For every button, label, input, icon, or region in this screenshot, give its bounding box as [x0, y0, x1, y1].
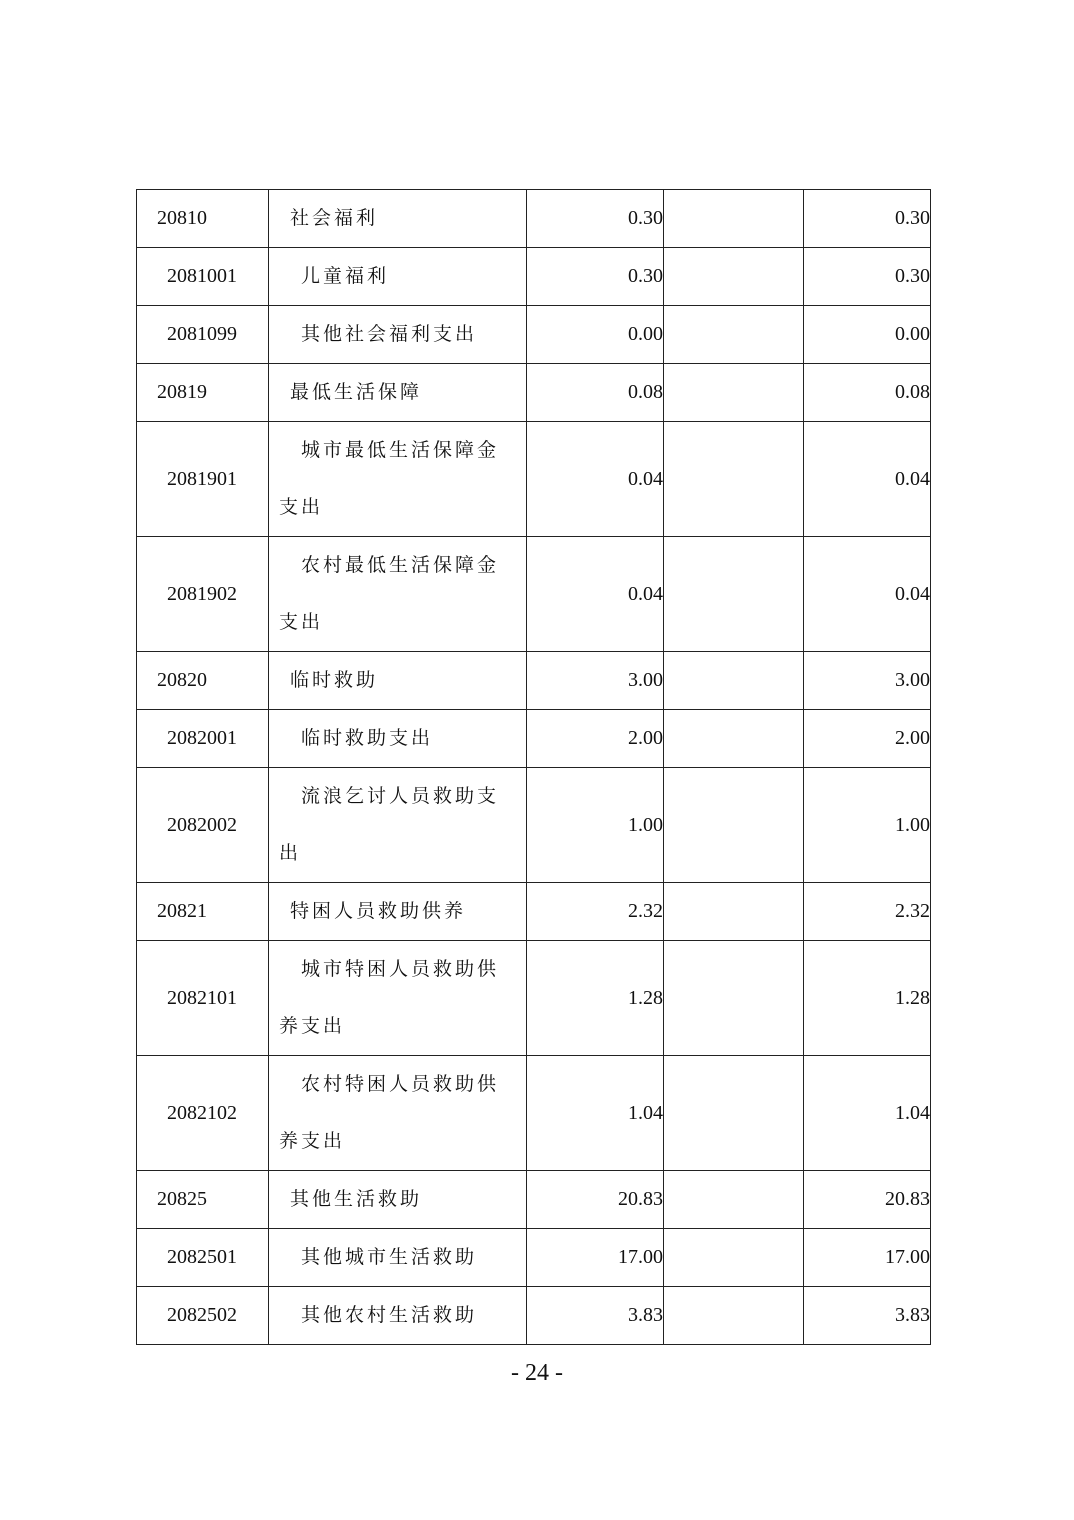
- amount-cell-2: [664, 652, 804, 710]
- amount-cell-2: [664, 883, 804, 941]
- account-code-cell: 2082002: [137, 768, 269, 883]
- amount-cell-3: 1.00: [804, 768, 931, 883]
- amount-cell-2: [664, 941, 804, 1056]
- item-name-cell: 农村特困人员救助供养支出: [269, 1056, 527, 1171]
- amount-cell-3: 1.28: [804, 941, 931, 1056]
- amount-cell-3: 1.04: [804, 1056, 931, 1171]
- amount-cell-3: 3.00: [804, 652, 931, 710]
- account-code-cell: 2081901: [137, 422, 269, 537]
- table-row: [137, 941, 931, 1056]
- table-row: [137, 248, 931, 306]
- account-code-cell: 2081099: [137, 306, 269, 364]
- account-code-cell: 20821: [137, 883, 269, 941]
- table-row: [137, 306, 931, 364]
- amount-cell-1: 17.00: [527, 1229, 664, 1287]
- account-code-cell: 2082101: [137, 941, 269, 1056]
- item-name-cell: 农村最低生活保障金支出: [269, 537, 527, 652]
- table-row: [137, 652, 931, 710]
- amount-cell-1: 0.30: [527, 190, 664, 248]
- amount-cell-2: [664, 422, 804, 537]
- amount-cell-2: [664, 190, 804, 248]
- amount-cell-3: 2.00: [804, 710, 931, 768]
- table-row: [137, 1229, 931, 1287]
- amount-cell-2: [664, 1171, 804, 1229]
- account-code-cell: 20819: [137, 364, 269, 422]
- amount-cell-1: 2.00: [527, 710, 664, 768]
- table-row: [137, 768, 931, 883]
- table-row: [137, 1056, 931, 1171]
- account-code-cell: 2081001: [137, 248, 269, 306]
- amount-cell-3: 20.83: [804, 1171, 931, 1229]
- amount-cell-2: [664, 248, 804, 306]
- amount-cell-1: 1.04: [527, 1056, 664, 1171]
- amount-cell-2: [664, 537, 804, 652]
- account-code-cell: 2082102: [137, 1056, 269, 1171]
- account-code-cell: 20820: [137, 652, 269, 710]
- table-row: [137, 422, 931, 537]
- item-name-cell: 特困人员救助供养: [269, 883, 527, 941]
- amount-cell-2: [664, 768, 804, 883]
- amount-cell-3: 0.04: [804, 422, 931, 537]
- item-name-cell: 流浪乞讨人员救助支出: [269, 768, 527, 883]
- table-row: [137, 1287, 931, 1345]
- amount-cell-3: 2.32: [804, 883, 931, 941]
- page-number: - 24 -: [511, 1360, 563, 1386]
- amount-cell-1: 2.32: [527, 883, 664, 941]
- amount-cell-3: 17.00: [804, 1229, 931, 1287]
- amount-cell-2: [664, 710, 804, 768]
- amount-cell-3: 0.08: [804, 364, 931, 422]
- table-row: [137, 1171, 931, 1229]
- amount-cell-1: 0.04: [527, 537, 664, 652]
- account-code-cell: 20825: [137, 1171, 269, 1229]
- amount-cell-1: 0.00: [527, 306, 664, 364]
- item-name-cell: 城市最低生活保障金支出: [269, 422, 527, 537]
- account-code-cell: 2082501: [137, 1229, 269, 1287]
- amount-cell-1: 20.83: [527, 1171, 664, 1229]
- account-code-cell: 2081902: [137, 537, 269, 652]
- amount-cell-1: 3.00: [527, 652, 664, 710]
- amount-cell-3: 0.00: [804, 306, 931, 364]
- account-code-cell: 20810: [137, 190, 269, 248]
- amount-cell-2: [664, 1229, 804, 1287]
- item-name-cell: 城市特困人员救助供养支出: [269, 941, 527, 1056]
- amount-cell-3: 0.30: [804, 190, 931, 248]
- item-name-cell: 其他生活救助: [269, 1171, 527, 1229]
- table-row: [137, 364, 931, 422]
- amount-cell-3: 0.04: [804, 537, 931, 652]
- amount-cell-3: 0.30: [804, 248, 931, 306]
- amount-cell-1: 0.04: [527, 422, 664, 537]
- amount-cell-1: 1.28: [527, 941, 664, 1056]
- table-row: [137, 537, 931, 652]
- table-row: [137, 710, 931, 768]
- item-name-cell: 儿童福利: [269, 248, 527, 306]
- table-row: [137, 883, 931, 941]
- amount-cell-3: 3.83: [804, 1287, 931, 1345]
- account-code-cell: 2082001: [137, 710, 269, 768]
- amount-cell-1: 0.08: [527, 364, 664, 422]
- item-name-cell: 其他社会福利支出: [269, 306, 527, 364]
- amount-cell-1: 1.00: [527, 768, 664, 883]
- amount-cell-2: [664, 1287, 804, 1345]
- amount-cell-1: 0.30: [527, 248, 664, 306]
- item-name-cell: 其他农村生活救助: [269, 1287, 527, 1345]
- table-row: [137, 190, 931, 248]
- item-name-cell: 临时救助支出: [269, 710, 527, 768]
- budget-table: [136, 189, 931, 1345]
- item-name-cell: 最低生活保障: [269, 364, 527, 422]
- item-name-cell: 社会福利: [269, 190, 527, 248]
- amount-cell-1: 3.83: [527, 1287, 664, 1345]
- account-code-cell: 2082502: [137, 1287, 269, 1345]
- item-name-cell: 其他城市生活救助: [269, 1229, 527, 1287]
- item-name-cell: 临时救助: [269, 652, 527, 710]
- amount-cell-2: [664, 364, 804, 422]
- amount-cell-2: [664, 306, 804, 364]
- amount-cell-2: [664, 1056, 804, 1171]
